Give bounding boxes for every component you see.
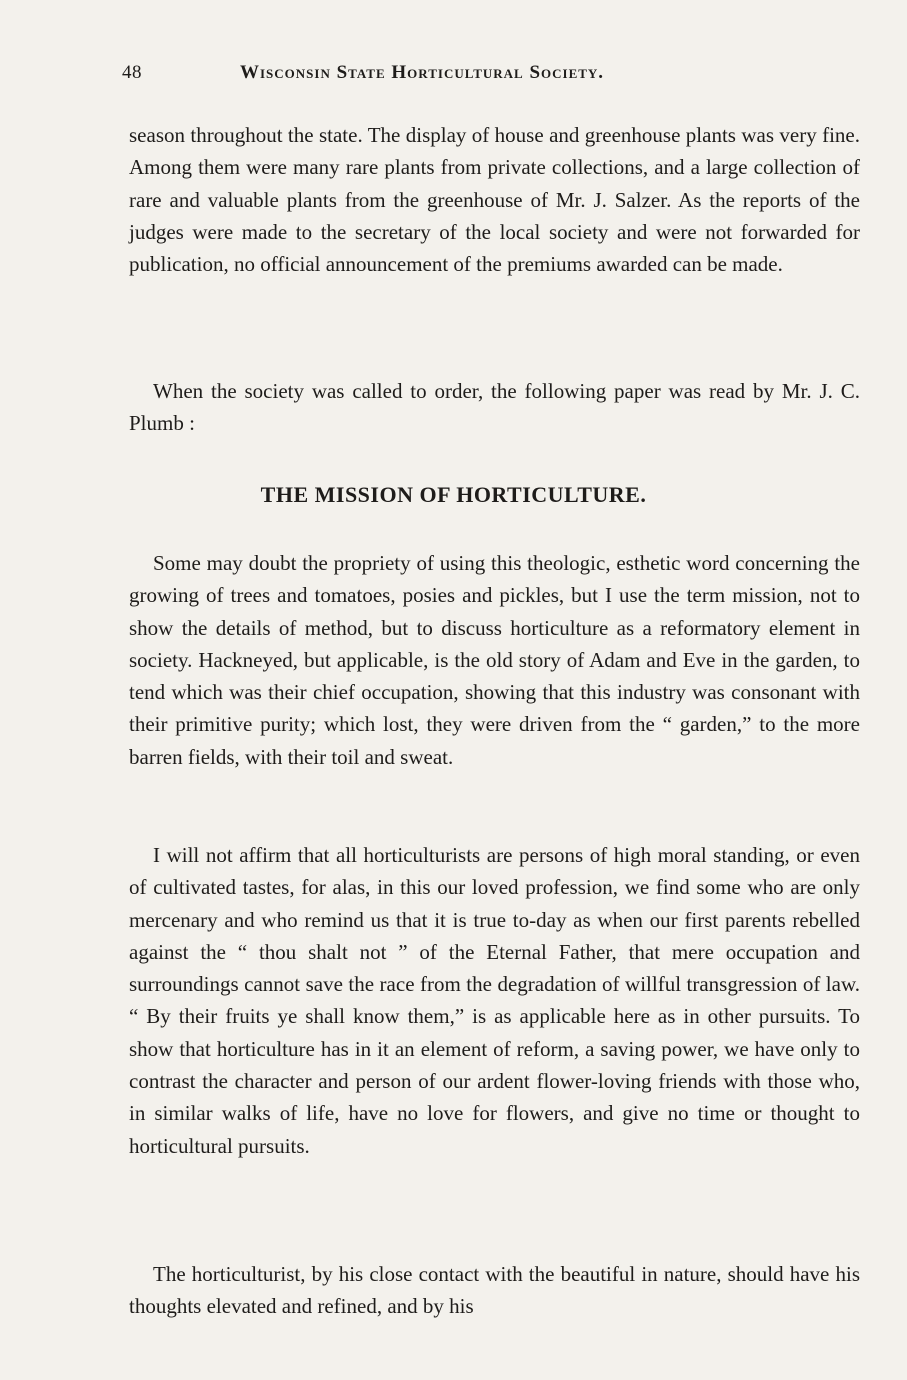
paragraph-continued: season throughout the state. The display of house and greenhouse plants was very fine. Among them were many rare plants from private collections, and a large collection of rare and valuable plants from the greenhouse of Mr. J. Salzer. As the reports of the judges were made to the secretary of the local society and were not forwarded for publication, no official announcement of the premiums awarded can be made. bbox=[129, 123, 860, 277]
section-title: THE MISSION OF HORTICULTURE. bbox=[260, 482, 647, 507]
running-title: Wisconsin State Horticultural Society. bbox=[240, 62, 605, 83]
paragraph-introduction: When the society was called to order, the following paper was read by Mr. J. C. Plumb : bbox=[129, 379, 860, 436]
running-head bbox=[122, 62, 862, 88]
page-number: 48 bbox=[122, 62, 142, 83]
paragraph: I will not affirm that all horticulturists are persons of high moral standing, or even of cultivated tastes, for alas, in this our loved profession, we find some who are only mercenary and who remind us that it is true to-day as when our first parents rebelled against the “ thou shalt not ” of the Eternal Father, that mere occupation and surroundings cannot save the race from the degradation of willful transgression of law. “ By their fruits ye shall know them,” is as applicable here as in other pursuits. To show that horticulture has in it an element of reform, a saving power, we have only to contrast the character and person of our ardent flower-loving friends with those who, in similar walks of life, have no love for flowers, and give no time or thought to horticultural pursuits. bbox=[129, 843, 860, 1158]
paragraph: The horticulturist, by his close contact with the beautiful in nature, should have his thoughts elevated and refined, and by his bbox=[129, 1262, 860, 1319]
paragraph: Some may doubt the propriety of using this theologic, esthetic word concerning the growing of trees and tomatoes, posies and pickles, but I use the term mission, not to show the details of method, but to discuss horticulture as a reformatory element in society. Hackneyed, but applicable, is the old story of Adam and Eve in the garden, to tend which was their chief occupation, showing that this industry was consonant with their primitive purity; which lost, they were driven from the “ garden,” to the more barren fields, with their toil and sweat. bbox=[129, 551, 860, 769]
